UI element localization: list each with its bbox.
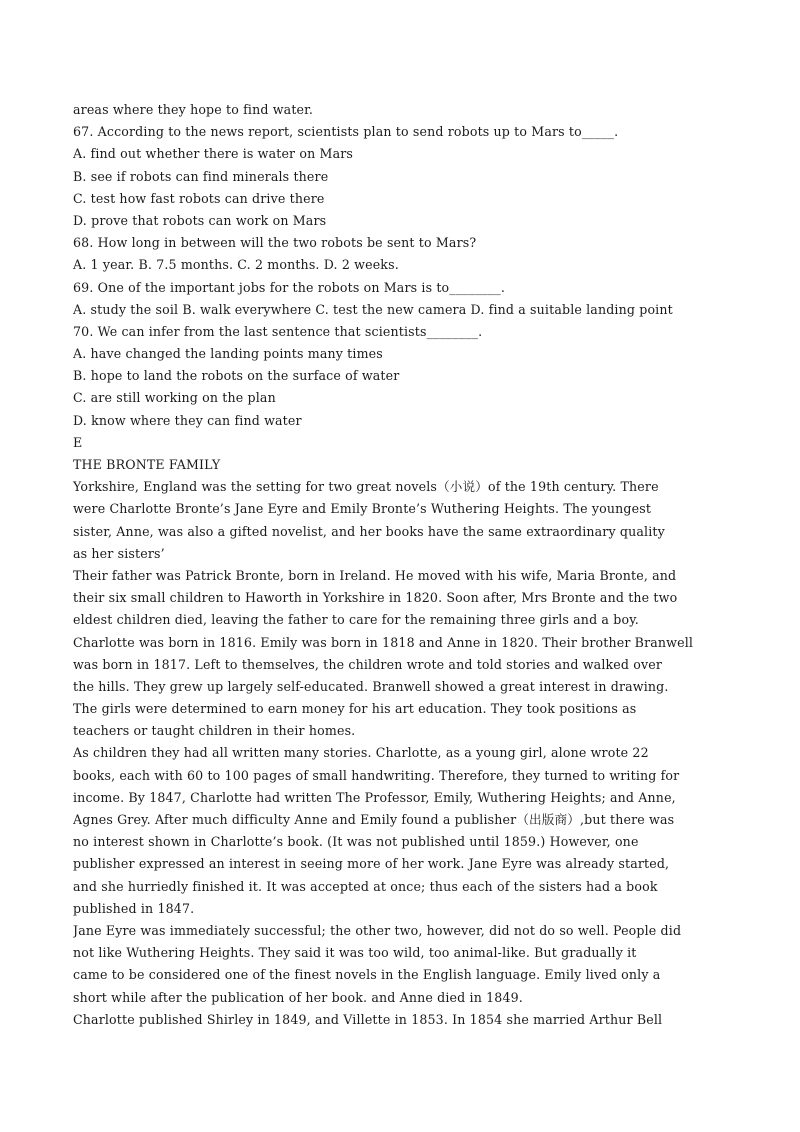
passage-line: teachers or taught children in their homes. [73, 723, 356, 739]
passage-line: no interest shown in Charlotte’s book. (It was not published until 1859.) However, one [73, 834, 639, 850]
passage-line: as her sisters’ [73, 545, 165, 561]
option-67-b: B. see if robots can find minerals there [73, 168, 329, 184]
passage-line: not like Wuthering Heights. They said it was too wild, too animal-like. But gradually it [73, 945, 637, 961]
options-68: A. 1 year. B. 7.5 months. C. 2 months. D. 2 weeks. [73, 257, 399, 273]
passage-line: their six small children to Haworth in Yorkshire in 1820. Soon after, Mrs Bronte and the two [73, 590, 678, 606]
passage-line: the hills. They grew up largely self-educated. Branwell showed a great interest in drawing. [73, 678, 669, 694]
option-67-a: A. find out whether there is water on Mars [73, 146, 354, 162]
passage-title: THE BRONTE FAMILY [73, 457, 221, 472]
passage-line: The girls were determined to earn money for his art education. They took positions as [73, 701, 637, 717]
passage-line: income. By 1847, Charlotte had written The Professor, Emily, Wuthering Heights; and Anne, [73, 789, 676, 805]
question-68: 68. How long in between will the two robots be sent to Mars? [73, 235, 477, 251]
passage-line: Jane Eyre was immediately successful; the other two, however, did not do so well. People did [73, 922, 682, 938]
passage-line: Charlotte was born in 1816. Emily was born in 1818 and Anne in 1820. Their brother Branwell [73, 634, 694, 650]
option-70-c: C. are still working on the plan [73, 390, 276, 406]
document-page [73, 99, 733, 1031]
option-67-c: C. test how fast robots can drive there [73, 190, 325, 206]
passage-line: short while after the publication of her book. and Anne died in 1849. [73, 989, 523, 1005]
question-69: 69. One of the important jobs for the robots on Mars is to________. [73, 279, 506, 295]
text-line: areas where they hope to find water. [73, 102, 314, 117]
passage-line: publisher expressed an interest in seeing more of her work. Jane Eyre was already started, [73, 856, 670, 872]
question-67: 67. According to the news report, scientists plan to send robots up to Mars to_____. [73, 124, 619, 140]
passage-line: books, each with 60 to 100 pages of small handwriting. Therefore, they turned to writing for [73, 767, 680, 783]
passage-line: Their father was Patrick Bronte, born in Ireland. He moved with his wife, Maria Bronte, and [73, 567, 677, 583]
option-70-d: D. know where they can find water [73, 412, 302, 428]
passage-line: Yorkshire, England was the setting for two great novels（小说）of the 19th century. There [73, 479, 659, 495]
passage-line: and she hurriedly finished it. It was accepted at once; thus each of the sisters had a book [73, 878, 658, 894]
passage-line: eldest children died, leaving the father to care for the remaining three girls and a boy. [73, 612, 639, 628]
passage-line: was born in 1817. Left to themselves, the children wrote and told stories and walked over [73, 656, 663, 672]
option-70-a: A. have changed the landing points many times [73, 346, 383, 362]
question-70: 70. We can infer from the last sentence that scientists________. [73, 323, 483, 339]
passage-line: Agnes Grey. After much difficulty Anne and Emily found a publisher（出版商）,but there was [73, 812, 675, 827]
option-67-d: D. prove that robots can work on Mars [73, 212, 327, 228]
section-label: E [73, 434, 83, 450]
passage-line: published in 1847. [73, 900, 195, 916]
option-70-b: B. hope to land the robots on the surface of water [73, 368, 400, 384]
passage-line: came to be considered one of the finest novels in the English language. Emily lived only a [73, 967, 661, 983]
passage-line: were Charlotte Bronte’s Jane Eyre and Emily Bronte’s Wuthering Heights. The youngest [73, 501, 652, 517]
options-69: A. study the soil B. walk everywhere C. test the new camera D. find a suitable landing point [73, 301, 673, 317]
passage-line: As children they had all written many stories. Charlotte, as a young girl, alone wrote 22 [73, 745, 649, 761]
passage-line: sister, Anne, was also a gifted novelist, and her books have the same extraordinary quality [73, 523, 665, 539]
passage-line: Charlotte published Shirley in 1849, and Villette in 1853. In 1854 she married Arthur Bell [73, 1011, 663, 1027]
